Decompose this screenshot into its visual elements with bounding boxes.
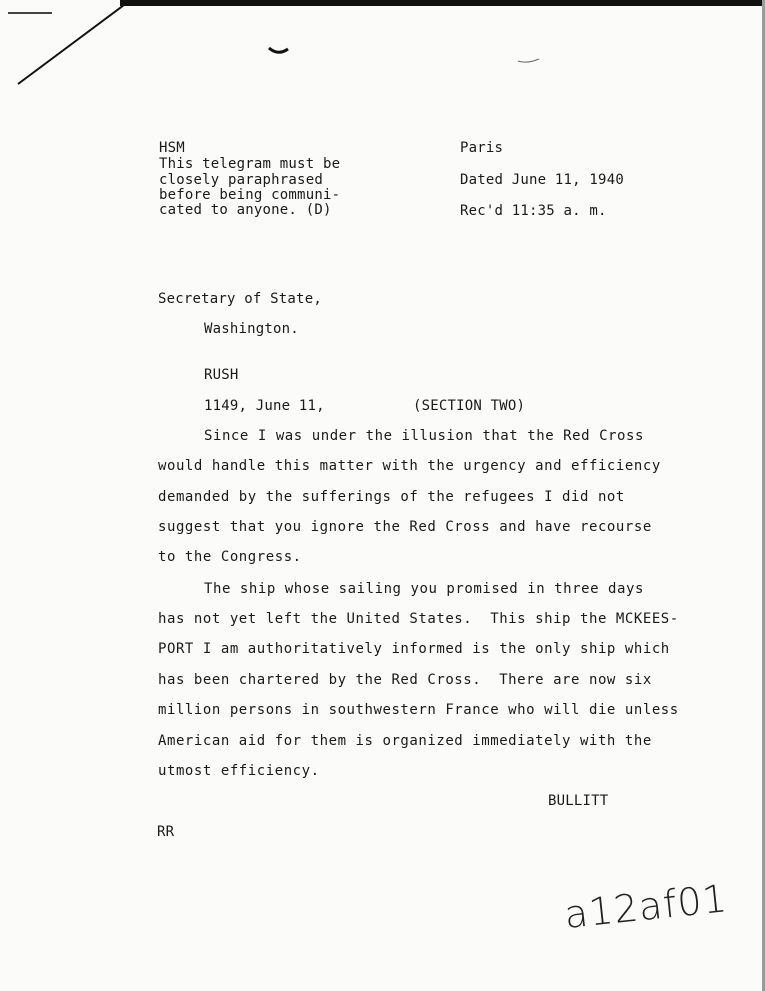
header-code: HSM (159, 140, 185, 156)
addressee-city: Washington. (204, 321, 299, 337)
paragraph2-line: utmost efficiency. (158, 763, 320, 779)
paragraph1-line: demanded by the sufferings of the refugees I did not (158, 489, 625, 505)
dated-line: Dated June 11, 1940 (460, 172, 624, 188)
scan-top-edge (120, 0, 765, 6)
paragraph1-line: would handle this matter with the urgency and efficiency (158, 458, 661, 474)
paragraph2-line: American aid for them is organized immediately with the (158, 733, 652, 749)
received-line: Rec'd 11:35 a. m. (460, 203, 607, 219)
paragraph1-line: to the Congress. (158, 549, 302, 565)
priority-label: RUSH (204, 367, 239, 383)
scan-corner-fold (0, 0, 140, 90)
paragraph1-line: Since I was under the illusion that the Red Cross (204, 428, 644, 444)
paraphrase-notice-line: before being communi- (159, 187, 341, 203)
paraphrase-notice-line: cated to anyone. (D) (159, 202, 332, 218)
paragraph2-line: million persons in southwestern France who will die unless (158, 702, 679, 718)
scan-speck-mark (266, 44, 296, 60)
paragraph2-line: has not yet left the United States. This ship the MCKEES- (158, 611, 679, 627)
addressee-name: Secretary of State, (158, 291, 322, 307)
paragraph2-line: The ship whose sailing you promised in three days (204, 581, 644, 597)
footer-code: RR (157, 824, 175, 840)
signature: BULLITT (548, 793, 609, 809)
paragraph2-line: PORT I am authoritatively informed is the only ship which (158, 641, 670, 657)
paraphrase-notice-line: This telegram must be (159, 156, 341, 172)
handwritten-note: a12af01 (562, 876, 730, 937)
scan-speck-mark (515, 55, 545, 69)
telegram-number: 1149, June 11, (204, 398, 325, 414)
paragraph1-line: suggest that you ignore the Red Cross and have recourse (158, 519, 652, 535)
paragraph2-line: has been chartered by the Red Cross. There are now six (158, 672, 652, 688)
section-label: (SECTION TWO) (413, 398, 526, 414)
origin-city: Paris (460, 140, 504, 156)
paraphrase-notice-line: closely paraphrased (159, 172, 323, 188)
